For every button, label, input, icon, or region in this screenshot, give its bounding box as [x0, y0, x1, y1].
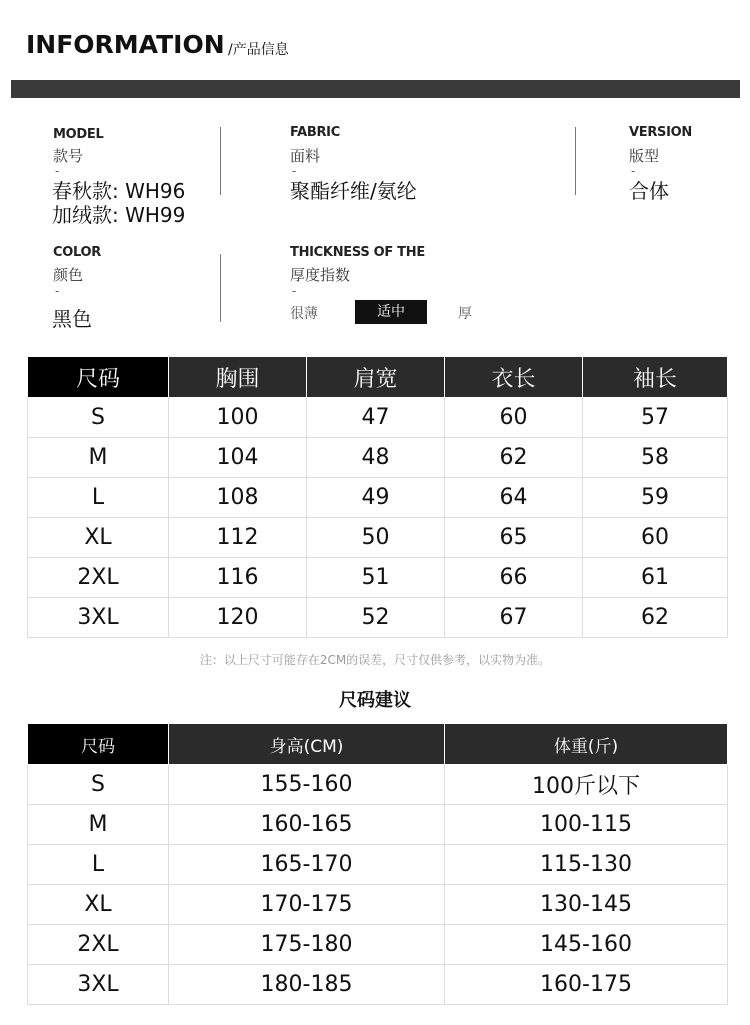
table-cell: 49 [307, 478, 445, 518]
table-cell: 52 [307, 598, 445, 638]
fabric-value: 聚酯纤维/氨纶 [290, 179, 417, 203]
table-cell: 59 [583, 478, 728, 518]
table-cell: S [28, 398, 169, 438]
fabric-label-cn: 面料 [290, 147, 321, 165]
table-cell: XL [28, 518, 169, 558]
table-cell: 2XL [28, 925, 169, 965]
table-cell: 64 [445, 478, 583, 518]
table-row [28, 765, 728, 805]
table-cell: 130-145 [445, 885, 728, 925]
table-cell: 120 [169, 598, 307, 638]
table-cell: 145-160 [445, 925, 728, 965]
color-label-cn: 颜色 [53, 266, 84, 284]
header-weight: 体重(斤) [445, 724, 728, 765]
thickness-option-thick: 厚 [458, 306, 472, 322]
model-label-cn: 款号 [53, 147, 84, 165]
color-value: 黑色 [52, 307, 92, 331]
divider [575, 127, 576, 195]
table-cell: L [28, 478, 169, 518]
model-value-1: 春秋款: WH96 [52, 179, 186, 203]
size-table [27, 356, 728, 638]
table-cell: M [28, 438, 169, 478]
table-cell: L [28, 845, 169, 885]
table-cell: 60 [445, 398, 583, 438]
table-cell: 100 [169, 398, 307, 438]
thickness-option-medium-selected: 适中 [355, 300, 427, 324]
table-row [28, 885, 728, 925]
table-cell: 51 [307, 558, 445, 598]
table-row [28, 518, 728, 558]
table-cell: 170-175 [169, 885, 445, 925]
table-cell: S [28, 765, 169, 805]
divider [220, 254, 221, 322]
header-shoulder: 肩宽 [307, 357, 445, 398]
table-cell: 112 [169, 518, 307, 558]
header-length: 衣长 [445, 357, 583, 398]
size-note: 注：以上尺寸可能存在2CM的误差，尺寸仅供参考，以实物为准。 [199, 653, 551, 667]
table-cell: 160-165 [169, 805, 445, 845]
table-cell: 180-185 [169, 965, 445, 1005]
thickness-label-en: THICKNESS OF THE [290, 245, 425, 260]
header-size: 尺码 [28, 357, 169, 398]
divider [220, 127, 221, 195]
size-recommendation-table [27, 723, 728, 1005]
table-row [28, 845, 728, 885]
table-cell: 61 [583, 558, 728, 598]
header-chest: 胸围 [169, 357, 307, 398]
model-value-2: 加绒款: WH99 [52, 203, 186, 227]
fabric-label-en: FABRIC [290, 125, 340, 140]
recommend-title: 尺码建议 [339, 690, 411, 711]
table-cell: 48 [307, 438, 445, 478]
table-cell: 104 [169, 438, 307, 478]
header-divider-bar [11, 80, 740, 98]
table-cell: 100-115 [445, 805, 728, 845]
thickness-option-thin: 很薄 [290, 306, 318, 322]
table-cell: 100斤以下 [445, 765, 728, 805]
table-row [28, 925, 728, 965]
size-table-header-row [28, 357, 728, 398]
version-dash: - [631, 164, 636, 178]
table-row [28, 598, 728, 638]
version-value: 合体 [629, 179, 669, 203]
recommend-header-row [28, 724, 728, 765]
table-row [28, 438, 728, 478]
table-cell: 62 [583, 598, 728, 638]
table-cell: XL [28, 885, 169, 925]
table-cell: M [28, 805, 169, 845]
table-cell: 50 [307, 518, 445, 558]
table-row [28, 478, 728, 518]
model-label-en: MODEL [53, 127, 104, 142]
table-cell: 115-130 [445, 845, 728, 885]
table-cell: 175-180 [169, 925, 445, 965]
color-label-en: COLOR [53, 245, 101, 260]
fabric-dash: - [292, 164, 297, 178]
table-row [28, 558, 728, 598]
table-row [28, 965, 728, 1005]
table-cell: 67 [445, 598, 583, 638]
thickness-dash: - [292, 284, 297, 298]
table-cell: 160-175 [445, 965, 728, 1005]
page-subtitle: /产品信息 [228, 42, 289, 58]
header-sleeve: 袖长 [583, 357, 728, 398]
table-cell: 60 [583, 518, 728, 558]
table-cell: 155-160 [169, 765, 445, 805]
table-cell: 65 [445, 518, 583, 558]
table-row [28, 398, 728, 438]
table-row [28, 805, 728, 845]
header-size: 尺码 [28, 724, 169, 765]
table-cell: 66 [445, 558, 583, 598]
color-dash: - [55, 284, 60, 298]
table-cell: 3XL [28, 598, 169, 638]
table-cell: 2XL [28, 558, 169, 598]
model-dash: - [55, 164, 60, 178]
header-height: 身高(CM) [169, 724, 445, 765]
table-cell: 116 [169, 558, 307, 598]
page-title: INFORMATION [26, 30, 225, 59]
table-cell: 108 [169, 478, 307, 518]
thickness-label-cn: 厚度指数 [290, 266, 351, 284]
version-label-cn: 版型 [629, 147, 660, 165]
table-cell: 47 [307, 398, 445, 438]
table-cell: 62 [445, 438, 583, 478]
table-cell: 3XL [28, 965, 169, 1005]
table-cell: 58 [583, 438, 728, 478]
table-cell: 165-170 [169, 845, 445, 885]
table-cell: 57 [583, 398, 728, 438]
version-label-en: VERSION [629, 125, 692, 140]
